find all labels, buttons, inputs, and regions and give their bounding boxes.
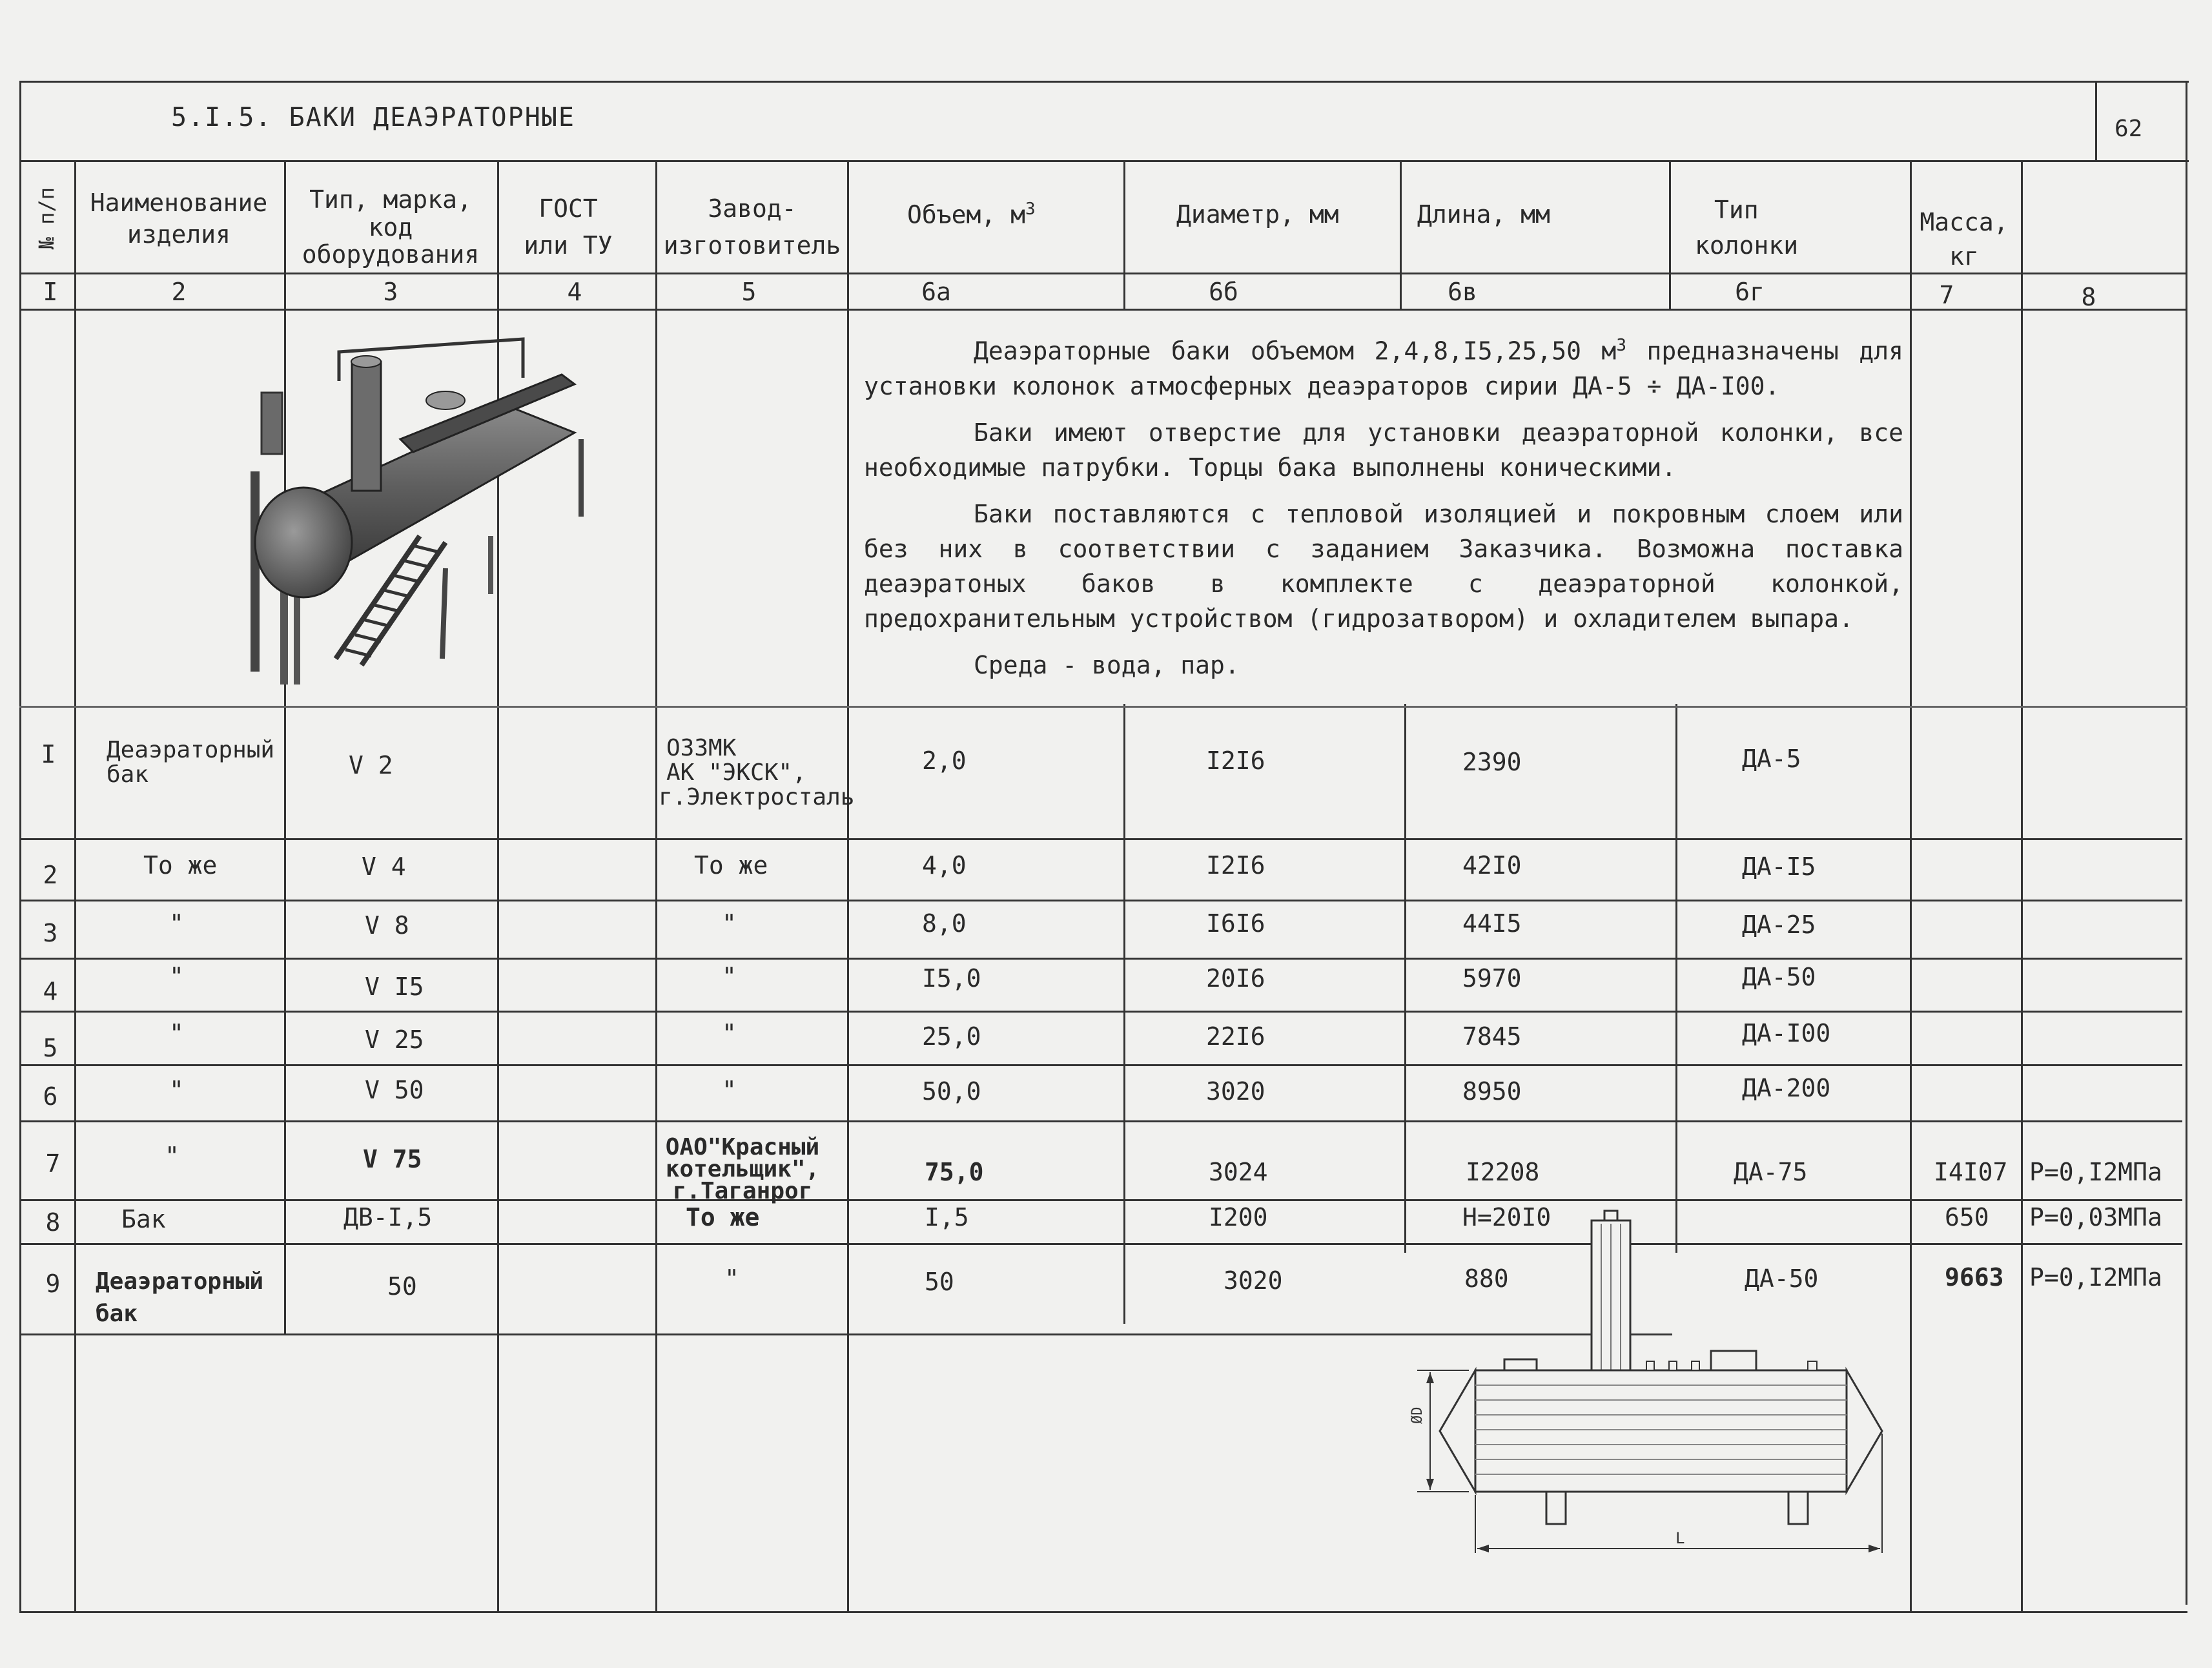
header-diameter: Диаметр, мм	[1176, 200, 1339, 229]
description-block	[864, 328, 1903, 694]
frame-left	[19, 160, 21, 1613]
row-5-column: ДА-I00	[1742, 1019, 1831, 1047]
row-6-length: 8950	[1462, 1077, 1522, 1106]
col-number-4: 4	[567, 278, 582, 306]
row-7-mass: I4I07	[1934, 1158, 2008, 1186]
row-5-num: 5	[43, 1034, 58, 1062]
row-line-2	[19, 900, 2182, 901]
row-5-diameter: 22I6	[1206, 1022, 1265, 1051]
row-2-volume: 4,0	[922, 851, 967, 880]
row-6-name: "	[169, 1076, 184, 1104]
row-2-num: 2	[43, 861, 58, 889]
row-line-3	[19, 958, 2182, 960]
frame-left-top	[19, 81, 21, 161]
row-2-type: V 4	[362, 852, 406, 881]
row-3-maker: "	[722, 909, 737, 938]
row-6-maker: "	[722, 1076, 737, 1104]
header-bottom-line	[19, 273, 2187, 274]
page-number: 62	[2115, 116, 2143, 142]
row-9-maker: "	[724, 1264, 739, 1293]
row-7-maker: ОАО"Красный котельщик", г.Таганрог	[665, 1134, 820, 1205]
row-1-type: V 2	[349, 751, 393, 779]
row-6-type: V 50	[365, 1076, 424, 1104]
col-divider-8	[1675, 704, 1677, 1253]
header-type: Тип, марка, код оборудования	[302, 185, 480, 269]
row-4-maker: "	[722, 962, 737, 991]
length-dimension-label: L	[1675, 1529, 1685, 1547]
row-1-name: Деаэраторный бак	[107, 737, 275, 788]
row-line-5	[19, 1064, 2182, 1066]
row-4-volume: I5,0	[922, 964, 981, 993]
col-number-7: 7	[1939, 281, 1954, 309]
row-9-name: Деаэраторный бак	[96, 1268, 264, 1328]
row-3-length: 44I5	[1462, 909, 1522, 938]
row-line-4	[19, 1011, 2182, 1013]
header-mass: Масса, кг	[1920, 208, 2009, 271]
row-7-diameter: 3024	[1209, 1158, 1268, 1186]
description-paragraph-3: Баки поставляются с тепловой изоляцией и покровным слоем или без них в соответствии с заданием Заказчика. Возможна поставка деаэратоных баков в комплекте с деаэраторной колонкой, предохранительным устройством (гидрозатвором) и охладителем выпара.	[864, 499, 1903, 633]
row-6-num: 6	[43, 1082, 58, 1111]
row-6-diameter: 3020	[1206, 1077, 1265, 1106]
col-divider-7	[1404, 704, 1406, 1253]
row-7-volume: 75,0	[925, 1158, 984, 1186]
row-8-name: Бак	[121, 1205, 166, 1233]
col-number-5: 5	[741, 278, 757, 306]
row-line-0	[19, 706, 2187, 708]
row-4-diameter: 20I6	[1206, 964, 1265, 993]
row-5-name: "	[169, 1019, 184, 1047]
row-line-6	[19, 1120, 2182, 1122]
row-3-type: V 8	[365, 911, 409, 940]
row-8-type: ДВ-I,5	[343, 1203, 433, 1231]
header-column-type: Тип колонки	[1695, 196, 1799, 260]
col-divider-8-head	[1669, 160, 1671, 309]
col-divider-6	[1123, 704, 1125, 1324]
col-number-3: 3	[383, 278, 398, 306]
header-volume: Объем, $м^3$	[907, 200, 1036, 229]
header-num: № п/п	[34, 187, 59, 250]
col-divider-4	[655, 160, 657, 1613]
diameter-dimension-label: ØD	[1409, 1406, 1426, 1424]
title-bottom-line	[19, 160, 2189, 162]
row-4-length: 5970	[1462, 964, 1522, 993]
header-length: Длина, мм	[1417, 200, 1550, 229]
row-8-mass: 650	[1945, 1203, 1989, 1231]
row-9-column: ДА-50	[1745, 1264, 1819, 1293]
row-6-column: ДА-200	[1742, 1074, 1831, 1102]
row-2-maker: То же	[694, 851, 768, 880]
col-number-6g: 6г	[1735, 278, 1765, 306]
row-8-diameter: I200	[1209, 1203, 1268, 1231]
frame-bottom	[19, 1611, 2187, 1613]
row-9-length: 880	[1464, 1264, 1509, 1293]
col-divider-5	[847, 160, 849, 1613]
description-paragraph-1: Деаэраторные баки объемом 2,4,8,I5,25,50 $м^3$ предназначены для установки колонок атмосферных деаэраторов сирии ДА-5 ÷ ДА-I00.	[864, 336, 1903, 400]
col-divider-7-head	[1400, 160, 1402, 309]
row-7-length: I2208	[1466, 1158, 1540, 1186]
row-5-volume: 25,0	[922, 1022, 981, 1051]
col-divider-6-head	[1123, 160, 1125, 309]
col-number-8: 8	[2081, 283, 2096, 311]
row-9-mass: 9663	[1945, 1263, 2004, 1292]
deaerator-tank-illustration	[200, 323, 594, 697]
row-3-volume: 8,0	[922, 909, 967, 938]
row-2-column: ДА-I5	[1742, 852, 1816, 881]
row-8-volume: I,5	[925, 1203, 969, 1231]
col-number-2: 2	[171, 278, 187, 306]
row-1-volume: 2,0	[922, 746, 967, 775]
row-7-column: ДА-75	[1734, 1158, 1808, 1186]
row-1-length: 2390	[1462, 748, 1522, 776]
row-line-1	[19, 838, 2182, 840]
section-title: 5.I.5. БАКИ ДЕАЭРАТОРНЫЕ	[171, 103, 575, 132]
row-8-note: Р=0,03МПа	[2029, 1203, 2162, 1231]
row-6-volume: 50,0	[922, 1077, 981, 1106]
row-9-type: 50	[387, 1272, 417, 1301]
row-4-type: V I5	[365, 973, 424, 1001]
row-3-column: ДА-25	[1742, 911, 1816, 939]
row-9-note: Р=0,I2МПа	[2029, 1263, 2162, 1292]
row-4-name: "	[169, 962, 184, 991]
header-name: Наименование изделия	[90, 189, 268, 249]
col-number-bottom-line	[19, 309, 2187, 311]
row-4-num: 4	[43, 977, 58, 1005]
row-8-num: 8	[45, 1208, 61, 1237]
row-8-maker: То же	[686, 1203, 760, 1231]
row-1-diameter: I2I6	[1206, 746, 1265, 775]
row-5-type: V 25	[365, 1025, 424, 1054]
row-5-maker: "	[722, 1019, 737, 1047]
row-7-type: V 75	[363, 1145, 422, 1173]
page-number-divider	[2095, 81, 2097, 161]
row-5-length: 7845	[1462, 1022, 1522, 1051]
col-divider-10	[2021, 160, 2023, 1613]
row-line-7	[19, 1199, 2182, 1201]
row-2-diameter: I2I6	[1206, 851, 1265, 880]
tank-side-view-drawing	[1408, 1208, 1911, 1569]
row-9-volume: 50	[925, 1268, 954, 1296]
description-paragraph-2: Баки имеют отверстие для установки деаэраторной колонки, все необходимые патрубки. Торцы бака выполнены коническими.	[864, 418, 1903, 482]
row-1-num: I	[41, 740, 56, 768]
row-3-num: 3	[43, 919, 58, 947]
row-8-length: Н=20I0	[1462, 1203, 1551, 1231]
row-7-name: "	[165, 1142, 179, 1170]
frame-top	[19, 81, 2189, 83]
row-7-num: 7	[45, 1149, 61, 1178]
description-paragraph-4: Среда - вода, пар.	[974, 650, 1240, 679]
row-2-name: То же	[143, 851, 218, 880]
col-number-1: I	[43, 278, 58, 306]
row-1-column: ДА-5	[1742, 745, 1801, 773]
row-9-num: 9	[45, 1270, 61, 1298]
col-number-6a: 6а	[921, 278, 951, 306]
row-2-length: 42I0	[1462, 851, 1522, 880]
col-number-6b: 6б	[1209, 278, 1238, 306]
row-7-note: Р=0,I2МПа	[2029, 1158, 2162, 1186]
row-3-diameter: I6I6	[1206, 909, 1265, 938]
col-divider-1	[74, 160, 76, 1613]
col-number-6v: 6в	[1448, 278, 1477, 306]
row-4-column: ДА-50	[1742, 963, 1816, 991]
header-maker: Завод- изготовитель	[663, 194, 841, 260]
header-gost: ГОСТ или ТУ	[524, 194, 613, 260]
row-9-diameter: 3020	[1224, 1266, 1283, 1295]
row-1-maker: ОЗЗМК АК "ЭКСК", г.Электросталь	[659, 735, 855, 810]
row-3-name: "	[169, 909, 184, 938]
